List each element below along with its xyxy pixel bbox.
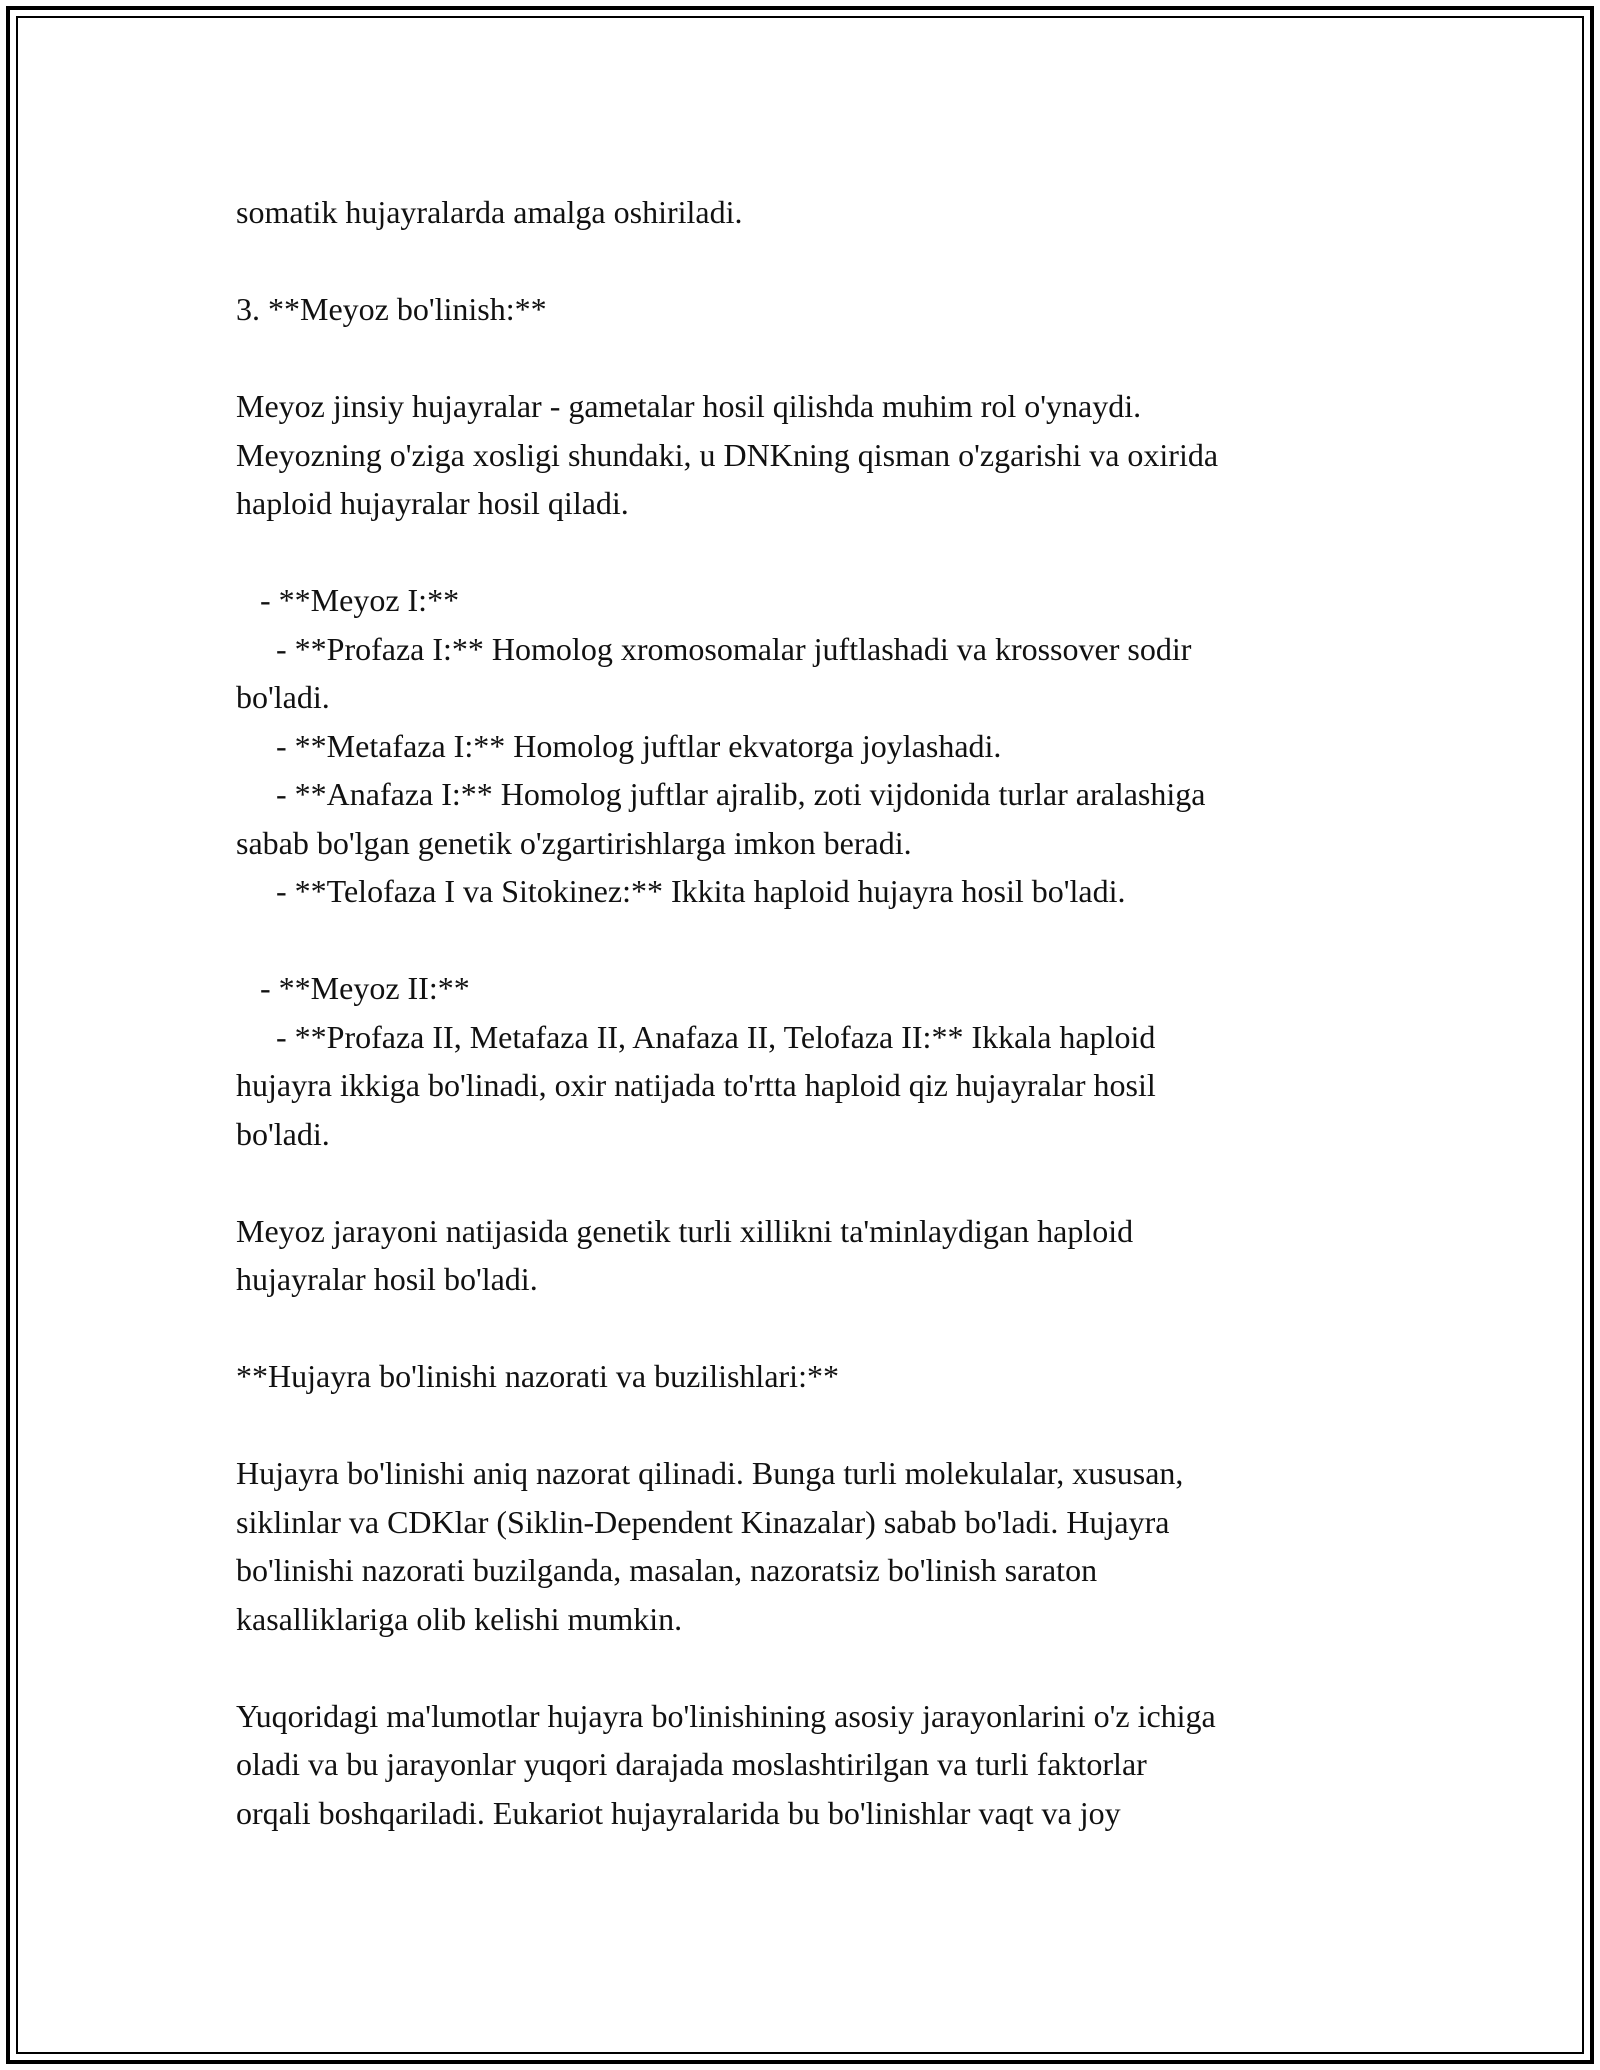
text-line [236,1401,1396,1450]
text-line [236,1643,1396,1692]
text-line [236,334,1396,383]
text-line: - **Anafaza I:** Homolog juftlar ajralib, zoti vijdonida turlar aralashiga [236,776,1206,812]
text-line: hujayra ikkiga bo'linadi, oxir natijada to'rtta haploid qiz hujayralar hosil [236,1067,1156,1103]
text-line [236,1304,1396,1353]
text-line: Yuqoridagi ma'lumotlar hujayra bo'linishining asosiy jarayonlarini o'z ichiga [236,1697,1216,1734]
text-line: orqali boshqariladi. Eukariot hujayralarida bu bo'linishlar vaqt va joy [236,1794,1121,1831]
text-line: - **Meyoz II:** [236,970,470,1006]
text-line [236,528,1396,577]
text-line: oladi va bu jarayonlar yuqori darajada moslashtirilgan va turli faktorlar [236,1746,1147,1782]
text-line [236,1158,1396,1207]
text-line: kasalliklariga olib kelishi mumkin. [236,1600,683,1637]
text-line: somatik hujayralarda amalga oshiriladi. [236,194,743,230]
text-line: **Hujayra bo'linishi nazorati va buzilishlari:** [236,1358,839,1394]
text-line [236,916,1396,965]
text-line: Meyoz jinsiy hujayralar - gametalar hosil qilishda muhim rol o'ynaydi. [236,388,1142,424]
text-line: 3. **Meyoz bo'linish:** [236,291,547,327]
text-line: hujayralar hosil bo'ladi. [236,1261,538,1297]
text-line: bo'ladi. [236,1115,330,1152]
text-line [236,237,1396,286]
text-line: - **Profaza II, Metafaza II, Anafaza II, Telofaza II:** Ikkala haploid [236,1018,1156,1055]
text-line: siklinlar va CDKlar (Siklin-Dependent Kinazalar) sabab bo'ladi. Hujayra [236,1503,1170,1540]
document-body [236,188,1396,1837]
text-line: Meyozning o'ziga xosligi shundaki, u DNKning qisman o'zgarishi va oxirida [236,436,1219,473]
text-line: Meyoz jarayoni natijasida genetik turli xillikni ta'minlaydigan haploid [236,1212,1134,1249]
text-line: haploid hujayralar hosil qiladi. [236,485,629,521]
text-line: - **Metafaza I:** Homolog juftlar ekvatorga joylashadi. [236,727,1002,764]
text-line: bo'ladi. [236,679,330,715]
text-line: Hujayra bo'linishi aniq nazorat qilinadi. Bunga turli molekulalar, xususan, [236,1455,1184,1491]
text-line: sabab bo'lgan genetik o'zgartirishlarga imkon beradi. [236,824,912,861]
text-line: - **Telofaza I va Sitokinez:** Ikkita haploid hujayra hosil bo'ladi. [236,873,1126,909]
text-line: - **Meyoz I:** [236,582,460,618]
text-line: - **Profaza I:** Homolog xromosomalar juftlashadi va krossover sodir [236,630,1192,667]
text-line: bo'linishi nazorati buzilganda, masalan, nazoratsiz bo'linish saraton [236,1552,1098,1588]
